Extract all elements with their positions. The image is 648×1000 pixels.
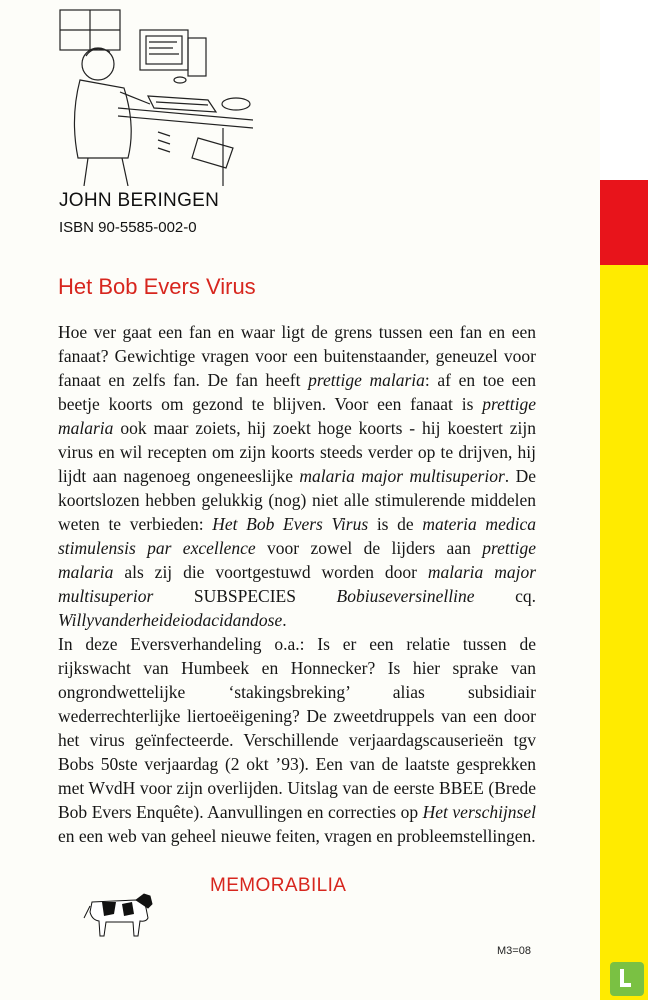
italic-phrase: materia medica stimulensis par excellence xyxy=(58,514,536,558)
stripe-yellow xyxy=(600,265,648,1000)
text-run: : af en toe een beetje koorts om gezond te blijven. Voor een fanaat is xyxy=(58,370,536,414)
text-run: als zij die voortgestuwd worden door xyxy=(113,562,428,582)
blurb-paragraph-2 xyxy=(58,632,536,848)
italic-phrase: Het Bob Evers Virus xyxy=(212,514,369,534)
text-run: voor zowel de lijders aan xyxy=(255,538,483,558)
italic-phrase: prettige malaria xyxy=(308,370,425,390)
book-title: Het Bob Evers Virus xyxy=(58,274,256,299)
publisher-name: MEMORABILIA xyxy=(210,875,347,896)
italic-phrase: prettige malaria xyxy=(58,538,536,582)
italic-phrase: malaria major multisuperior xyxy=(299,466,505,486)
author-name: JOHN BERINGEN xyxy=(59,190,220,211)
price-code: M3=08 xyxy=(497,945,531,957)
isbn: ISBN 90-5585-002-0 xyxy=(59,219,197,236)
blurb-paragraph-1 xyxy=(58,320,536,632)
text-run: SUBSPECIES xyxy=(153,586,337,606)
text-run: ook maar zoiets, hij zoekt hoge koorts - hij koestert zijn virus en wil recepten om zijn koorts steeds verder op te drijven, hij lijdt aan nagenoeg ongeneeslijke xyxy=(58,418,536,486)
italic-phrase: Bobiuseversinelline xyxy=(336,586,475,606)
text-run: Hoe ver gaat een fan en waar ligt de grens tussen een fan en een fanaat? Gewichtige vragen voor een buitenstaander, geneuzel voor fanaat en zelfs fan. De fan heeft xyxy=(58,322,536,390)
blurb-text xyxy=(58,320,536,848)
italic-phrase: prettige malaria xyxy=(58,394,536,438)
italic-phrase: Willyvanderheideiodacidandose xyxy=(58,610,283,630)
cow-logo xyxy=(78,888,158,940)
text-run: cq. xyxy=(474,586,536,606)
italic-phrase: malaria major multisuperior xyxy=(58,562,537,606)
text-run: . De koortslozen hebben gelukkig (nog) niet alle stimulerende middelen weten te verbieden: xyxy=(58,466,536,534)
text-run: en een web van geheel nieuwe feiten, vragen en probleemstellingen. xyxy=(58,826,536,846)
text-run: is de xyxy=(368,514,423,534)
italic-phrase: Het verschijnsel xyxy=(422,802,536,822)
stripe-red xyxy=(600,180,648,265)
text-run: . xyxy=(282,610,287,630)
text-run: In deze Eversverhandeling o.a.: Is er een relatie tussen de rijkswacht van Humbeek en Honnecker? Is hier sprake van ongrondwettelijke ‘stakingsbreking’ alias subsidiair wederrechterlijke liertoeëigening? De zweetdruppels van een door het virus geïnfecteerde. Verschillende verjaardagscauserieën tgv Bobs 50ste verjaardag (2 okt ’93). Een van de laatste gesprekken met WvdH voor zijn overlijden. Uitslag van de eerste BBEE (Brede Bob Evers Enquête). Aanvullingen en correcties op xyxy=(58,634,536,822)
l-mark-icon xyxy=(619,968,632,988)
lastdodo-logo xyxy=(610,962,644,996)
man-at-computer-illustration xyxy=(58,8,253,186)
stripe-white xyxy=(600,0,648,180)
